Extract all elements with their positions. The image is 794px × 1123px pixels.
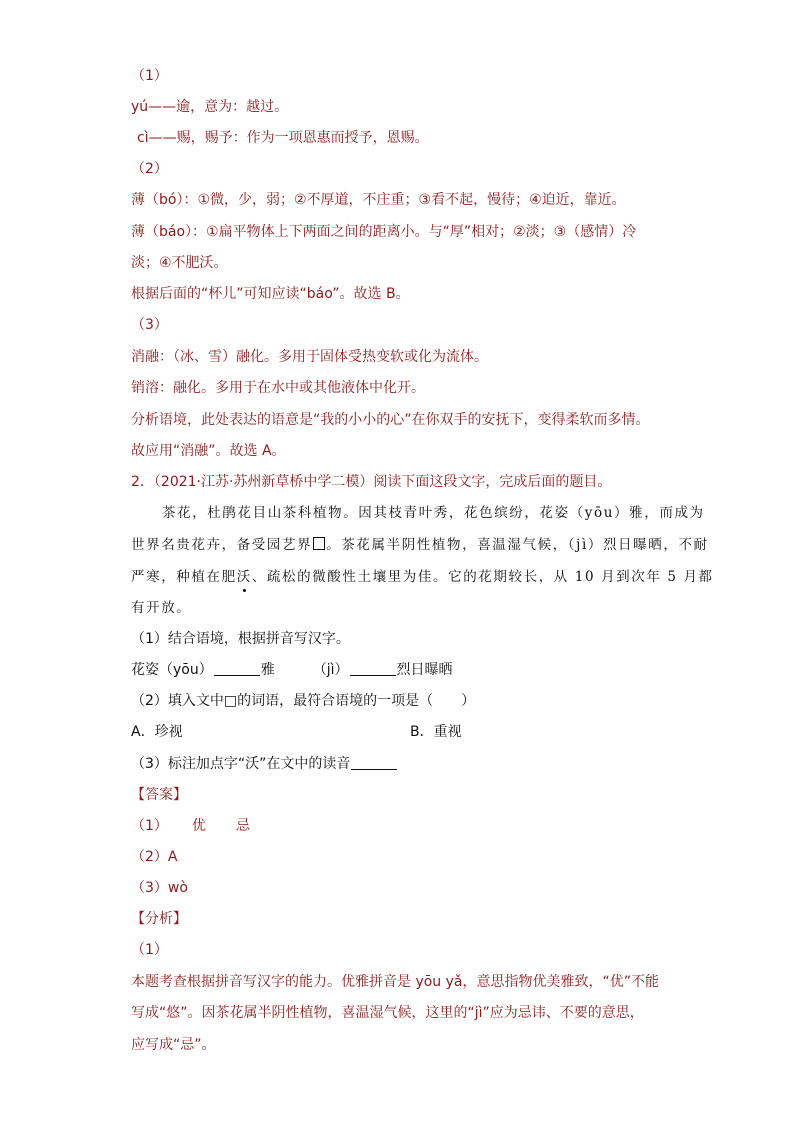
xiaorong-definition: 消融：（冰、雪）融化。多用于固体受热变软或化为流体。 xyxy=(131,349,488,365)
answer-1-char2: 忌 xyxy=(235,818,250,834)
passage-line3 xyxy=(131,567,714,587)
answer-blank-1[interactable] xyxy=(214,661,260,676)
q1-marker: （1） xyxy=(131,68,168,84)
fill-a-prefix: 花姿（yōu） xyxy=(131,662,213,678)
answer-blank-3[interactable] xyxy=(351,755,397,770)
bao-conclusion: 根据后面的“杯儿”可知应读“báo”。故选 B。 xyxy=(131,286,410,302)
ci-explanation: cì——赐，赐予：作为一项恩惠而授予，恩赐。 xyxy=(137,130,429,146)
fill-a-suffix: 雅 xyxy=(260,662,275,678)
passage-line3-end: 、疏松的微酸性土壤里为佳。它的花期较长，从 10 月到次年 5 月都 xyxy=(251,569,714,585)
context-analysis-line1: 分析语境，此处表达的语意是“我的小小的心”在你双手的安抚下，变得柔软而多情。 xyxy=(131,412,650,428)
subquestion3-text: （3）标注加点字“沃”在文中的读音 xyxy=(131,756,351,772)
option-a: A．珍视 xyxy=(131,724,183,740)
xiaorong-alt-definition: 销溶：融化。多用于在水中或其他液体中化开。 xyxy=(131,380,425,396)
analysis-line2: 写成“悠”。因茶花属半阴性植物，喜温湿气候，这里的“jì”应为忌讳、不要的意思， xyxy=(131,1005,644,1021)
passage-line2-start: 世界名贵花卉，备受园艺界 xyxy=(131,537,313,553)
passage-line3-start: 严寒，种植在肥 xyxy=(131,569,237,585)
blank-box xyxy=(313,537,325,550)
passage-line1: 茶花，杜鹃花目山茶科植物。因其枝青叶秀，花色缤纷，花姿（yōu）雅，而成为 xyxy=(162,505,705,521)
subquestion3 xyxy=(131,754,398,774)
bo-definition: 薄（bó）：①微，少，弱；②不厚道，不庄重；③看不起，慢待；④迫近，靠近。 xyxy=(131,192,626,208)
analysis-line1: 本题考查根据拼音写汉字的能力。优雅拼音是 yōu yǎ，意思指物优美雅致，“优”不能 xyxy=(131,974,659,990)
analysis-label: 【分析】 xyxy=(131,911,187,927)
answer-2: （2）A xyxy=(131,849,178,865)
fill-b-suffix: 烈日曝晒 xyxy=(396,662,453,678)
subquestion2: （2）填入文中□的词语，最符合语境的一项是（ ） xyxy=(131,693,476,709)
dotted-character: 沃 xyxy=(236,569,252,585)
context-analysis-line2: 故应用“消融”。故选 A。 xyxy=(131,443,286,459)
answer-label: 【答案】 xyxy=(131,787,187,803)
answer-1 xyxy=(131,816,250,836)
answer-3: （3）wò xyxy=(131,880,188,896)
q2-marker: （2） xyxy=(131,161,168,177)
passage-line4: 有开放。 xyxy=(131,600,192,616)
analysis-line3: 应写成“忌”。 xyxy=(131,1037,216,1053)
analysis-marker: （1） xyxy=(131,942,168,958)
subquestion1-fill xyxy=(131,660,453,680)
answer-1-char1: 优 xyxy=(191,818,206,834)
passage-line2 xyxy=(131,535,709,555)
subquestion1: （1）结合语境，根据拼音写汉字。 xyxy=(131,631,350,647)
question2-header: 2．（2021·江苏·苏州新草桥中学二模）阅读下面这段文字，完成后面的题目。 xyxy=(131,474,612,490)
passage-line2-end: 。茶花属半阴性植物，喜温湿气候，（jì）烈日曝晒，不耐 xyxy=(326,537,709,553)
yu-explanation: yú——逾，意为：越过。 xyxy=(131,99,289,115)
answer-1-marker: （1） xyxy=(131,818,168,834)
q3-marker: （3） xyxy=(131,317,168,333)
answer-blank-2[interactable] xyxy=(350,661,396,676)
fill-b-prefix: （jì） xyxy=(312,662,349,678)
bao-definition-line1: 薄（báo）：①扁平物体上下两面之间的距离小。与“厚”相对；②淡；③（感情）冷 xyxy=(131,224,637,240)
bao-definition-line2: 淡；④不肥沃。 xyxy=(131,255,228,271)
option-b: B．重视 xyxy=(410,724,462,740)
